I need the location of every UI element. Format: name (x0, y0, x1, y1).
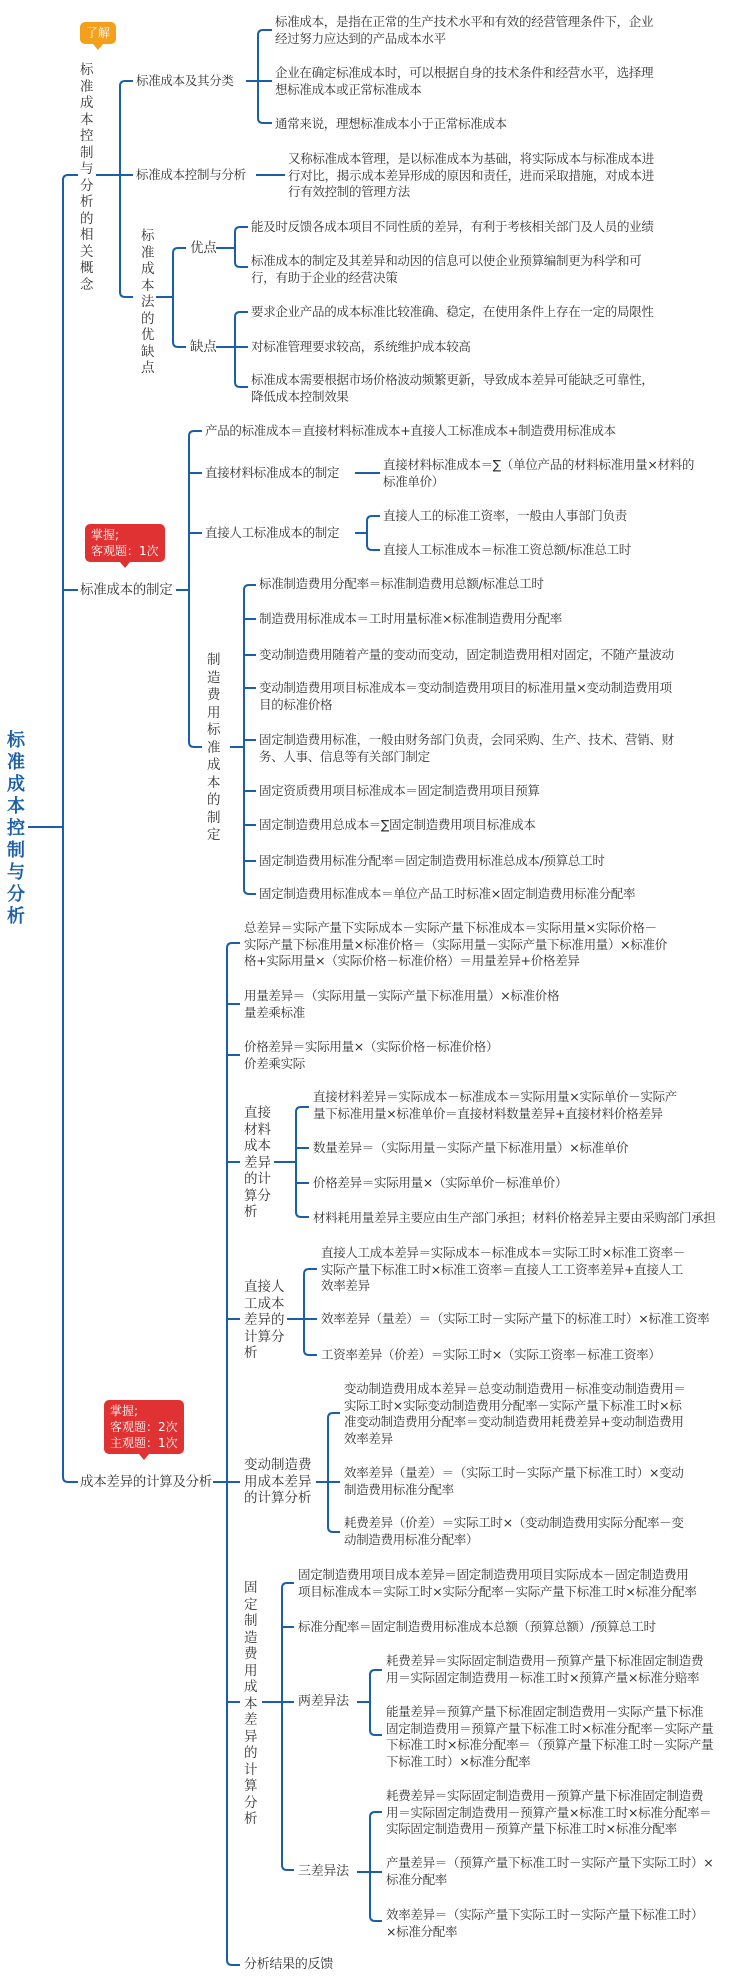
leaf: 通常来说，理想标准成本小于正常标准成本 (275, 116, 507, 131)
leaf: 产量差异＝（预算产量下标准工时－实际产量下实际工时）× 标准分配率 (386, 1855, 714, 1887)
connector-line (176, 431, 202, 747)
connector-line (28, 175, 78, 1482)
leaf: 固定制造费用标准成本＝单位产品工时标准×固定制造费用标准分配率 (259, 886, 636, 901)
leaf: 制造费用标准成本＝工时用量标准×标准制造费用分配率 (259, 611, 562, 626)
branch-concepts: 标准成本控制与分析的相关概念 (80, 62, 94, 293)
leaf: 要求企业产品的成本标准比较准确、稳定，在使用条件上存在一定的局限性 (251, 304, 654, 319)
leaf: 耗费差异＝实际固定制造费用－预算产量下标准固定制造费 用＝实际固定制造费用－标准工时×预算产量×标准分赔率 (386, 1653, 704, 1685)
leaf: 标准制造费用分配率＝标准制造费用总额/标准总工时 (259, 576, 544, 591)
connector-line (213, 943, 240, 1965)
connector-line (246, 30, 272, 123)
root-topic: 标准成本控制与分析 (7, 730, 25, 927)
connector-line (216, 312, 248, 387)
topic-pros: 优点 (190, 240, 217, 256)
topic-three-variance-method: 三差异法 (298, 1864, 349, 1879)
leaf: 变动制造费用随着产量的变动而变动，固定制造费用相对固定，不随产量波动 (259, 647, 674, 662)
leaf: 固定制造费用项目成本差异＝固定制造费用项目实际成本－固定制造费用 项目标准成本＝实际工时×实际分配率－实际产量下标准工时×标准分配率 (298, 1567, 697, 1599)
leaf: 数量差异＝（实际用量－实际产量下标准用量）×标准单价 (313, 1140, 629, 1155)
connector-line (316, 1413, 340, 1532)
leaf: 效率差异（量差）＝（实际工时－实际产量下的标准工时）×标准工资率 (321, 1311, 710, 1326)
leaf: 工资率差异（价差）＝实际工时×（实际工资率－标准工资率） (321, 1347, 661, 1362)
topic-labor-variance: 直接人工成本差异的计算分析 (244, 1279, 285, 1361)
connector-line (357, 1812, 382, 1921)
branch-variance-analysis: 成本差异的计算及分析 (80, 1474, 212, 1490)
connector-line (357, 1670, 382, 1735)
leaf: 企业在确定标准成本时，可以根据自身的技术条件和经营水平，选择理 想标准成本或正常标准成本 (275, 65, 654, 97)
leaf: 标准成本，是指在正常的生产技术水平和有效的经营管理条件下，企业 经过努力应达到的产品成本水平 (275, 14, 654, 46)
connector-line (96, 81, 133, 297)
leaf: 对标准管理要求较高，系统维护成本较高 (251, 339, 471, 354)
leaf: 材料耗用量差异主要应由生产部门承担；材料价格差异主要由采购部门承担 (313, 1210, 716, 1225)
leaf: 固定制造费用总成本＝∑固定制造费用项目标准成本 (259, 817, 536, 832)
leaf: 直接材料标准成本＝∑（单位产品的材料标准用量×材料的 标准单价） (383, 457, 695, 489)
leaf: 标准成本的制定及其差异和动因的信息可以使企业预算编制更为科学和可 行，有助于企业的经营决策 (251, 253, 642, 285)
connector-line (216, 227, 248, 267)
topic-material-variance: 直接材料成本差异的计算分析 (244, 1105, 271, 1220)
topic-material-setting: 直接材料标准成本的制定 (205, 465, 340, 480)
leaf: 直接材料差异＝实际成本－标准成本＝实际用量×实际单价－实际产 量下标准用量×标准单价＝直接材料数量差异+直接材料价格差异 (313, 1089, 677, 1121)
leaf: 标准分配率＝固定制造费用标准成本总额（预算总额）/预算总工时 (298, 1619, 656, 1634)
leaf: 又称标准成本管理，是以标准成本为基础，将实际成本与标准成本进 行对比，揭示成本差异形成的原因和责任，进而采取措施，对成本进 行有效控制的管理方法 (288, 151, 655, 199)
topic-pros-cons: 标准成本法的优缺点 (141, 228, 155, 376)
level-tag-master: 掌握; 客观题：1次 (85, 524, 165, 562)
connector-line (287, 1269, 317, 1355)
connector-line (230, 585, 256, 894)
leaf: 效率差异（量差）＝（实际工时－实际产量下标准工时）×变动 制造费用标准分配率 (344, 1465, 684, 1497)
topic-two-variance-method: 两差异法 (298, 1694, 349, 1709)
topic-feedback: 分析结果的反馈 (244, 1957, 333, 1972)
topic-standard-cost-control: 标准成本控制与分析 (136, 167, 246, 182)
leaf: 耗费差异＝实际固定制造费用－预算产量下标准固定制造费 用＝实际固定制造费用－预算产量×标准工时×标准分配率＝ 实际固定制造费用－预算产量下标准工时×标准分配率 (386, 1788, 712, 1836)
branch-standard-cost-setting: 标准成本的制定 (80, 582, 173, 598)
topic-cons: 缺点 (190, 339, 217, 355)
leaf: 变动制造费用成本差异＝总变动制造费用－标准变动制造费用＝ 实际工时×实际变动制造费用分配率－实际产量下标准工时×标 准变动制造费用分配率＝变动制造费用耗费差异+变动制造费用 效率差异 (344, 1381, 686, 1446)
leaf: 价格差异＝实际用量×（实际单价－标准单价） (313, 1175, 568, 1190)
leaf: 直接人工的标准工资率，一般由人事部门负责 (383, 508, 628, 523)
leaf: 价格差异＝实际用量×（实际价格－标准价格） 价差乘实际 (244, 1039, 499, 1071)
connector-line (355, 516, 380, 550)
topic-standard-cost-classification: 标准成本及其分类 (136, 73, 234, 88)
topic-labor-setting: 直接人工标准成本的制定 (205, 525, 340, 540)
leaf: 直接人工成本差异＝实际成本－标准成本＝实际工时×标准工资率－ 实际产量下标准工时×标准工资率＝直接人工工资率差异+直接人工 效率差异 (321, 1245, 685, 1293)
level-tag-master: 掌握; 客观题：2次 主观题：1次 (104, 1400, 184, 1454)
leaf: 产品的标准成本＝直接材料标准成本+直接人工标准成本+制造费用标准成本 (205, 423, 616, 438)
leaf: 固定制造费用标准，一般由财务部门负责，会同采购、生产、技术、营销、财 务、人事、信息等有关部门制定 (259, 732, 674, 764)
leaf: 能量差异＝预算产量下标准固定制造费用－实际产量下标准 固定制造费用＝预算产量下标准工时×标准分配率－实际产量 下标准工时×标准分配率＝（预算产量下标准工时－实际产量 下标准工时）×标准分配率 (386, 1704, 714, 1769)
level-tag-understand: 了解 (80, 22, 116, 44)
leaf: 固定制造费用标准分配率＝固定制造费用标准总成本/预算总工时 (259, 853, 605, 868)
connector-line (262, 1583, 294, 1870)
topic-overhead-setting: 制造费用标准成本的制定 (207, 652, 221, 843)
leaf: 用量差异＝（实际用量－实际产量下标准用量）×标准价格 量差乘标准 (244, 988, 560, 1020)
leaf: 直接人工标准成本＝标准工资总额/标准总工时 (383, 542, 631, 557)
leaf: 效率差异＝（实际产量下实际工时－实际产量下标准工时） ×标准分配率 (386, 1907, 704, 1939)
topic-fixed-overhead-variance: 固定制造费用成本差异的计算分析 (244, 1580, 258, 1827)
connector-line (156, 248, 186, 347)
connector-line (274, 1107, 309, 1217)
leaf: 固定资质费用项目标准成本＝固定制造费用项目预算 (259, 783, 540, 798)
leaf: 标准成本需要根据市场价格波动频繁更新，导致成本差异可能缺乏可靠性， 降低成本控制效果 (251, 372, 654, 404)
topic-variable-overhead-variance: 变动制造费用成本差异的计算分析 (244, 1457, 312, 1506)
leaf: 能及时反馈各成本项目不同性质的差异，有利于考核相关部门及人员的业绩 (251, 219, 654, 234)
leaf: 耗费差异（价差）＝实际工时×（变动制造费用实际分配率－变 动制造费用标准分配率） (344, 1515, 684, 1547)
leaf: 变动制造费用项目标准成本＝变动制造费用项目的标准用量×变动制造费用项 目的标准价格 (259, 680, 672, 712)
leaf: 总差异＝实际产量下实际成本－实际产量下标准成本＝实际用量×实际价格－ 实际产量下标准用量×标准价格＝（实际用量－实际产量下标准用量）×标准价 格+实际用量×（实际价格－标准价格）＝用量差异+价格差异 (244, 920, 667, 968)
